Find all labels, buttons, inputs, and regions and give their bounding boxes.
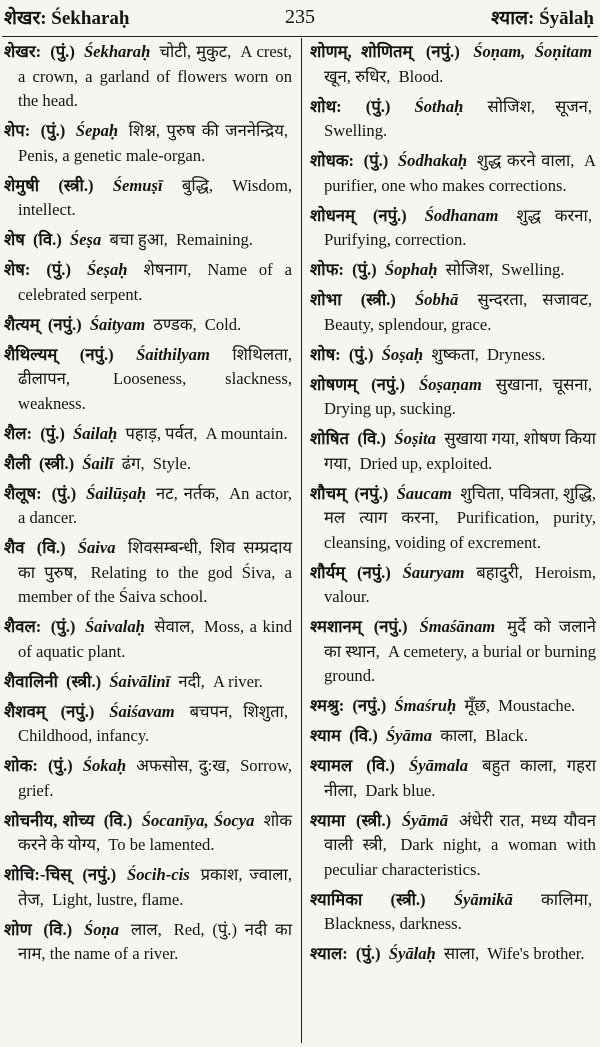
entry-english-meaning: Name of a celebrated serpent. [18,260,293,304]
dictionary-entry [310,149,596,198]
entry-transliteration: Śoṇam, Śoṇitam [473,42,592,61]
entry-headword: शैली [4,453,31,473]
entry-headword: शोण [4,919,32,939]
entry-english-meaning: Moss, a kind of aquatic plant. [18,617,292,661]
entry-english-meaning: Wife's brother. [487,944,585,963]
dictionary-entry [310,258,596,283]
entry-grammar: (वि.) [357,429,387,448]
entry-hindi-meaning: पहाड़, पर्वत, [125,423,198,443]
entry-english-meaning: Childhood, infancy. [18,726,150,745]
entry-hindi-meaning: शोक करने के योग्य, [18,810,293,854]
entry-headword: शोभा [310,290,342,309]
entry-grammar: (नपुं.) [373,617,408,636]
dictionary-entry [4,536,292,610]
entry-headword: श्याम [310,726,341,745]
entry-headword: शोषित [310,429,349,448]
entry-hindi-meaning: शिथिलता, ढीलापन, [18,344,292,388]
entry-transliteration: Śophaḥ [384,260,438,279]
dictionary-entry [310,204,596,253]
entry-grammar: (पुं.) [51,483,77,503]
entry-hindi-meaning: खून, रुधिर, [324,66,391,86]
entry-english-meaning: Dark night, a woman with peculiar characteristics. [324,835,596,879]
entry-english-meaning: Dryness. [486,344,546,364]
dictionary-entry [310,482,596,556]
entry-hindi-meaning: सुन्दरता, सजावट, [477,290,592,309]
entry-transliteration: Śailaḥ [73,423,118,443]
dictionary-entry [4,452,292,477]
entry-grammar: (पुं.) [48,756,73,775]
dictionary-entry [4,313,292,338]
entry-transliteration: Śocih-cis [127,865,190,884]
entry-english-meaning: Style. [152,453,192,473]
entry-headword: शोणम्, शोणितम् [310,42,413,61]
entry-headword: शेप: [4,121,31,140]
entry-english-meaning: Moustache. [498,696,576,715]
entry-transliteration: Śyāma [385,726,433,745]
entry-grammar: (पुं.) [46,260,71,279]
dictionary-entry [310,343,596,368]
entry-hindi-meaning: ठण्डक, [153,314,197,334]
entry-transliteration: Śeṣaḥ [86,260,128,279]
entry-english-meaning: Cold. [204,314,242,334]
entry-grammar: (पुं.) [50,42,75,61]
entry-headword: श्यामिका [310,889,363,909]
header-last-word: श्याल: Śyālaḥ [491,8,594,29]
dictionary-entry [4,258,292,307]
entry-headword: शेमुषी [4,175,40,195]
entry-grammar: (पुं.) [50,617,76,636]
entry-hindi-meaning: सुखाना, चूसना, [495,374,592,394]
entry-headword: शैव [4,538,25,557]
entry-grammar: (नपुं.) [425,42,460,61]
entry-headword: शैथिल्यम् [4,344,58,364]
entry-grammar: (वि.) [33,230,62,249]
entry-transliteration: Śoṣaṇam [419,374,482,394]
entry-grammar: (नपुं.) [82,865,117,884]
entry-english-meaning: Drying up, sucking. [324,399,456,418]
entry-headword: शैल: [4,423,33,443]
entry-headword: शेष [4,230,25,249]
entry-transliteration: Śoṣaḥ [381,344,424,364]
entry-english-meaning: Light, lustre, flame. [52,889,184,909]
entry-transliteration: Śyāmala [409,756,469,775]
dictionary-entry [4,700,292,749]
entry-english-meaning: Heroism, valour. [324,562,597,606]
entry-transliteration: Śaivalaḥ [84,617,145,636]
entry-english-meaning: A mountain. [205,423,288,443]
entry-hindi-meaning: सेवाल, [154,617,195,636]
entry-headword: शौचम् [310,483,347,503]
entry-grammar: (वि.) [366,756,395,775]
dictionary-entry [310,888,596,937]
entry-hindi-meaning: सुखाया गया, शोषण किया गया, [324,429,596,473]
entry-hindi-meaning: ढंग, [121,453,145,473]
dictionary-entry [4,670,292,695]
dictionary-entry [310,288,596,337]
dictionary-entry [4,228,292,253]
entry-headword: शेखर: [4,42,42,61]
header-first-word: शेखर: Śekharaḥ [4,8,130,29]
entry-transliteration: Śoṇa [83,919,120,939]
entry-grammar: (पुं.) [352,260,377,279]
entry-grammar: (स्त्री.) [58,175,94,195]
page-header [0,0,600,40]
dictionary-entry [4,809,292,858]
entry-headword: शोषणम् [310,374,358,394]
entry-grammar: (स्त्री.) [356,810,392,830]
entry-hindi-meaning: शिवसम्बन्धी, शिव सम्प्रदाय का पुरुष, [18,538,293,582]
entry-transliteration: Śepaḥ [75,121,119,140]
entry-hindi-meaning: अफसोस, दु:ख, [136,756,230,775]
dictionary-entry [310,40,596,89]
dictionary-entry [310,754,596,803]
entry-headword: शोफ: [310,260,344,279]
entry-hindi-meaning: सोजिश, सूजन, [487,96,592,116]
page-number: 235 [285,6,315,28]
dictionary-entry [310,942,596,967]
entry-grammar: (स्त्री.) [66,671,102,691]
entry-hindi-meaning: नदी, [178,671,205,691]
entry-grammar: (स्त्री.) [360,290,396,309]
entry-grammar: (नपुं.) [79,344,114,364]
entry-headword: शैलूष: [4,483,42,503]
entry-hindi-meaning: काला, [440,726,477,745]
entry-english-meaning: Blackness, darkness. [324,914,462,933]
dictionary-entry [4,754,292,803]
entry-headword: शोचनीय, शोच्य [4,810,95,830]
dictionary-entry [310,694,596,719]
dictionary-entry [310,427,596,476]
entry-english-meaning: Dark blue. [365,780,436,800]
entry-hindi-meaning: लाल, [130,919,162,939]
entry-headword: शोचि:-चिस् [4,865,72,884]
entry-grammar: (नपुं.) [354,483,389,503]
entry-english-meaning: Wisdom, intellect. [18,175,293,219]
dictionary-entry [4,422,292,447]
dictionary-entry [310,615,596,689]
entry-hindi-meaning: सोजिश, [445,260,494,279]
entry-grammar: (पुं.) [348,344,374,364]
dictionary-entry [4,119,292,168]
entry-transliteration: Śaityam [89,314,146,334]
entry-hindi-meaning: बचपन, शिशुता, [189,701,288,721]
entry-transliteration: Śaiśavam [109,701,175,721]
entry-transliteration: Śekharaḥ [83,42,151,61]
entry-english-meaning: Swelling. [324,121,388,140]
entry-transliteration: Śothaḥ [414,96,464,116]
entry-grammar: (पुं.) [40,121,66,140]
entry-grammar: (स्त्री.) [39,453,75,473]
entry-transliteration: Śailī [82,453,114,473]
entry-hindi-meaning: नट, नर्तक, [156,483,220,503]
left-column [4,40,292,972]
entry-headword: श्यामल [310,756,353,775]
entry-headword: शैवालिनी [4,671,58,691]
entry-hindi-meaning: शुष्कता, [431,344,479,364]
entry-hindi-meaning: शुद्ध करने वाला, [476,151,575,170]
entry-english-meaning: A cemetery, a burial or burning ground. [324,641,597,685]
entry-headword: श्मशानम् [310,617,362,636]
entry-english-meaning: Blood. [398,66,444,86]
entry-hindi-meaning: शेषनाग, [143,260,192,279]
entry-transliteration: Śocanīya, Śocya [141,810,255,830]
entry-english-meaning: Remaining. [175,230,253,249]
dictionary-entry [4,615,292,664]
dictionary-entry [4,482,292,531]
dictionary-entry [4,863,292,912]
entry-transliteration: Śmaśānam [419,617,496,636]
entry-english-meaning: Looseness, slackness, weakness. [18,369,292,413]
entry-english-meaning: A purifier, one who makes corrections. [324,151,596,195]
entry-transliteration: Śmaśruḥ [394,696,457,715]
entry-english-meaning: Sorrow, grief. [18,756,292,800]
entry-transliteration: Śaithilyam [136,344,210,364]
right-column [310,40,596,972]
entry-hindi-meaning: शिश्न, पुरुष की जननेन्द्रिय, [128,121,288,140]
entry-grammar: (वि.) [103,810,133,830]
dictionary-entry [310,561,596,610]
entry-headword: शोधक: [310,151,355,170]
entry-hindi-meaning: बहुत काला, गहरा नीला, [324,756,596,800]
entry-headword: श्यामा [310,810,346,830]
entry-english-meaning: Swelling. [501,260,565,279]
entry-grammar: (पुं.) [365,96,391,116]
entry-hindi-meaning: शुद्ध करना, [516,205,592,225]
entry-grammar: (वि.) [36,538,66,557]
entry-grammar: (स्त्री.) [390,889,426,909]
entry-grammar: (पुं.) [40,423,65,443]
entry-hindi-meaning: बुद्धि, [181,175,214,195]
entry-headword: शैत्यम् [4,314,40,334]
entry-hindi-meaning: कालिमा, [541,889,593,909]
entry-hindi-meaning: अंधेरी रात, मध्य यौवन वाली स्त्री, [324,810,596,854]
entry-transliteration: Śaucam [396,483,452,503]
entry-english-meaning: Purification, purity, cleansing, voiding of excrement. [324,508,596,552]
dictionary-entry [310,809,596,883]
entry-headword: शौर्यम् [310,562,346,582]
entry-english-meaning: Beauty, splendour, grace. [324,314,492,334]
entry-hindi-meaning: चोटी, मुकुट, [159,42,232,61]
entry-hindi-meaning: प्रकाश, ज्वाला, तेज, [18,865,293,909]
entry-headword: शोक: [4,756,38,775]
entry-transliteration: Śoṣita [394,429,436,448]
entry-english-meaning: Dried up, exploited. [359,453,493,473]
entry-english-meaning: Penis, a genetic male-organ. [18,145,206,165]
entry-transliteration: Śaiva [77,538,116,557]
entry-hindi-meaning: साला, [443,944,480,963]
entry-grammar: (पुं.) [363,151,389,170]
entry-grammar: (वि.) [43,919,73,939]
column-divider [301,38,302,1043]
entry-english-meaning: Purifying, correction. [324,230,467,249]
entry-grammar: (नपुं.) [356,562,391,582]
entry-transliteration: Śobhā [414,290,459,309]
entry-grammar: (नपुं.) [47,314,82,334]
entry-transliteration: Śokaḥ [82,756,127,775]
entry-transliteration: Śauryam [402,562,465,582]
dictionary-entry [310,373,596,422]
entry-transliteration: Śeṣa [69,230,102,249]
entry-grammar: (नपुं.) [372,205,407,225]
dictionary-entry [4,343,292,417]
entry-transliteration: Śailūṣaḥ [86,483,147,503]
entry-hindi-meaning: बहादुरी, [476,562,523,582]
entry-transliteration: Śemuṣī [112,175,163,195]
entry-headword: शैवल: [4,617,42,636]
entry-headword: शेष: [4,260,31,279]
entry-english-meaning: Red, (पुं.) नदी का नाम, the name of a river. [18,919,292,963]
entry-transliteration: Śyāmikā [453,889,513,909]
entry-grammar: (नपुं.) [371,374,405,394]
entry-english-meaning: A crest, a crown, a garland of flowers worn on the head. [18,42,292,110]
dictionary-entry [310,95,596,144]
dictionary-entry [310,724,596,749]
dictionary-entry [4,174,292,223]
entry-headword: शैशवम् [4,701,46,721]
entry-hindi-meaning: बचा हुआ, [109,230,168,249]
entry-english-meaning: An actor, a dancer. [18,483,292,527]
entry-english-meaning: Relating to the god Śiva, a member of the Śaiva school. [18,562,293,606]
entry-headword: शोष: [310,344,341,364]
header-rule [2,36,598,37]
entry-transliteration: Śodhakaḥ [397,151,468,170]
entry-transliteration: Śaivālinī [109,671,171,691]
entry-headword: श्याल: [310,944,348,963]
dictionary-entry [4,40,292,114]
entry-hindi-meaning: मूँछ, [464,696,491,715]
entry-headword: श्मश्रु: [310,696,345,715]
dictionary-entry [4,918,292,967]
entry-headword: शोथ: [310,96,342,116]
entry-english-meaning: Black. [485,726,528,745]
entry-hindi-meaning: शुचिता, पवित्रता, शुद्धि, मल त्याग करना, [324,483,597,527]
entry-grammar: (नपुं.) [352,696,387,715]
entry-transliteration: Śyāmā [401,810,449,830]
entry-transliteration: Śodhanam [424,205,499,225]
entry-transliteration: Śyālaḥ [388,944,436,963]
entry-hindi-meaning: मुर्दे को जलाने का स्थान, [324,617,596,661]
entry-headword: शोधनम् [310,205,355,225]
entry-grammar: (पुं.) [355,944,381,963]
entry-grammar: (नपुं.) [60,701,95,721]
entry-english-meaning: To be lamented. [108,835,215,854]
entry-english-meaning: A river. [212,671,263,691]
entry-grammar: (वि.) [349,726,378,745]
